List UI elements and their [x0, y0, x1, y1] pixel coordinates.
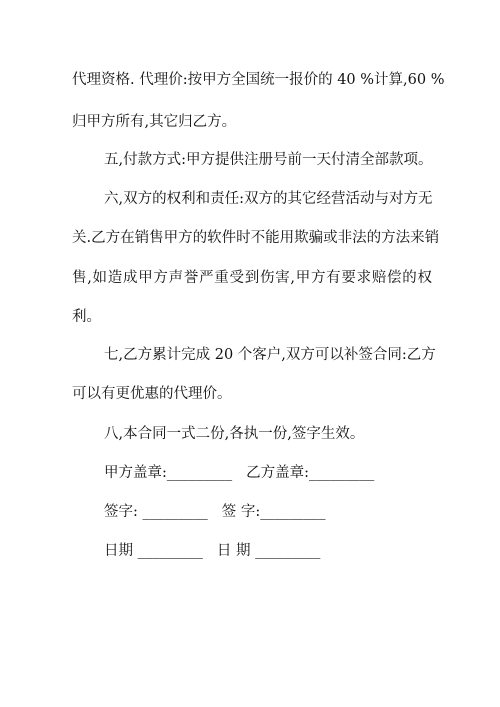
clause-price-line-2: 归甲方所有,其它归乙方。 [72, 114, 237, 130]
clause-price-line-1: 代理资格. 代理价:按甲方全国统一报价的 40 %计算,60 % [72, 72, 445, 88]
clause-rights-line-3: 售,如造成甲方声誉严重受到伤害,甲方有要求赔偿的权 [72, 270, 432, 286]
party-b-signature-field[interactable]: 签 字:_________ [221, 504, 326, 520]
clause-payment: 五,付款方式:甲方提供注册号前一天付清全部款项。 [104, 152, 433, 168]
clause-copies: 八,本合同一式二份,各执一份,签字生效。 [104, 426, 365, 442]
clause-rights-line-4: 利。 [72, 309, 101, 325]
clause-rights-line-1: 六,双方的权利和责任:双方的其它经营活动与对方无 [104, 191, 433, 207]
party-b-date-field[interactable]: 日 期 _________ [216, 543, 321, 559]
signature-row [104, 502, 326, 522]
party-a-seal-field[interactable]: 甲方盖章:_________ [104, 465, 233, 481]
party-a-signature-field[interactable]: 签字: _________ [104, 504, 208, 520]
clause-rights-line-2: 关.乙方在销售甲方的软件时不能用欺骗或非法的方法来销 [72, 230, 440, 246]
party-b-seal-field[interactable]: 乙方盖章:_________ [246, 465, 375, 481]
seal-row [104, 463, 374, 483]
date-row [104, 541, 320, 561]
clause-customers-line-1: 七,乙方累计完成 20 个客户,双方可以补签合同:乙方 [104, 347, 436, 363]
clause-customers-line-2: 可以有更优惠的代理价。 [72, 386, 232, 402]
party-a-date-field[interactable]: 日期 _________ [104, 543, 203, 559]
